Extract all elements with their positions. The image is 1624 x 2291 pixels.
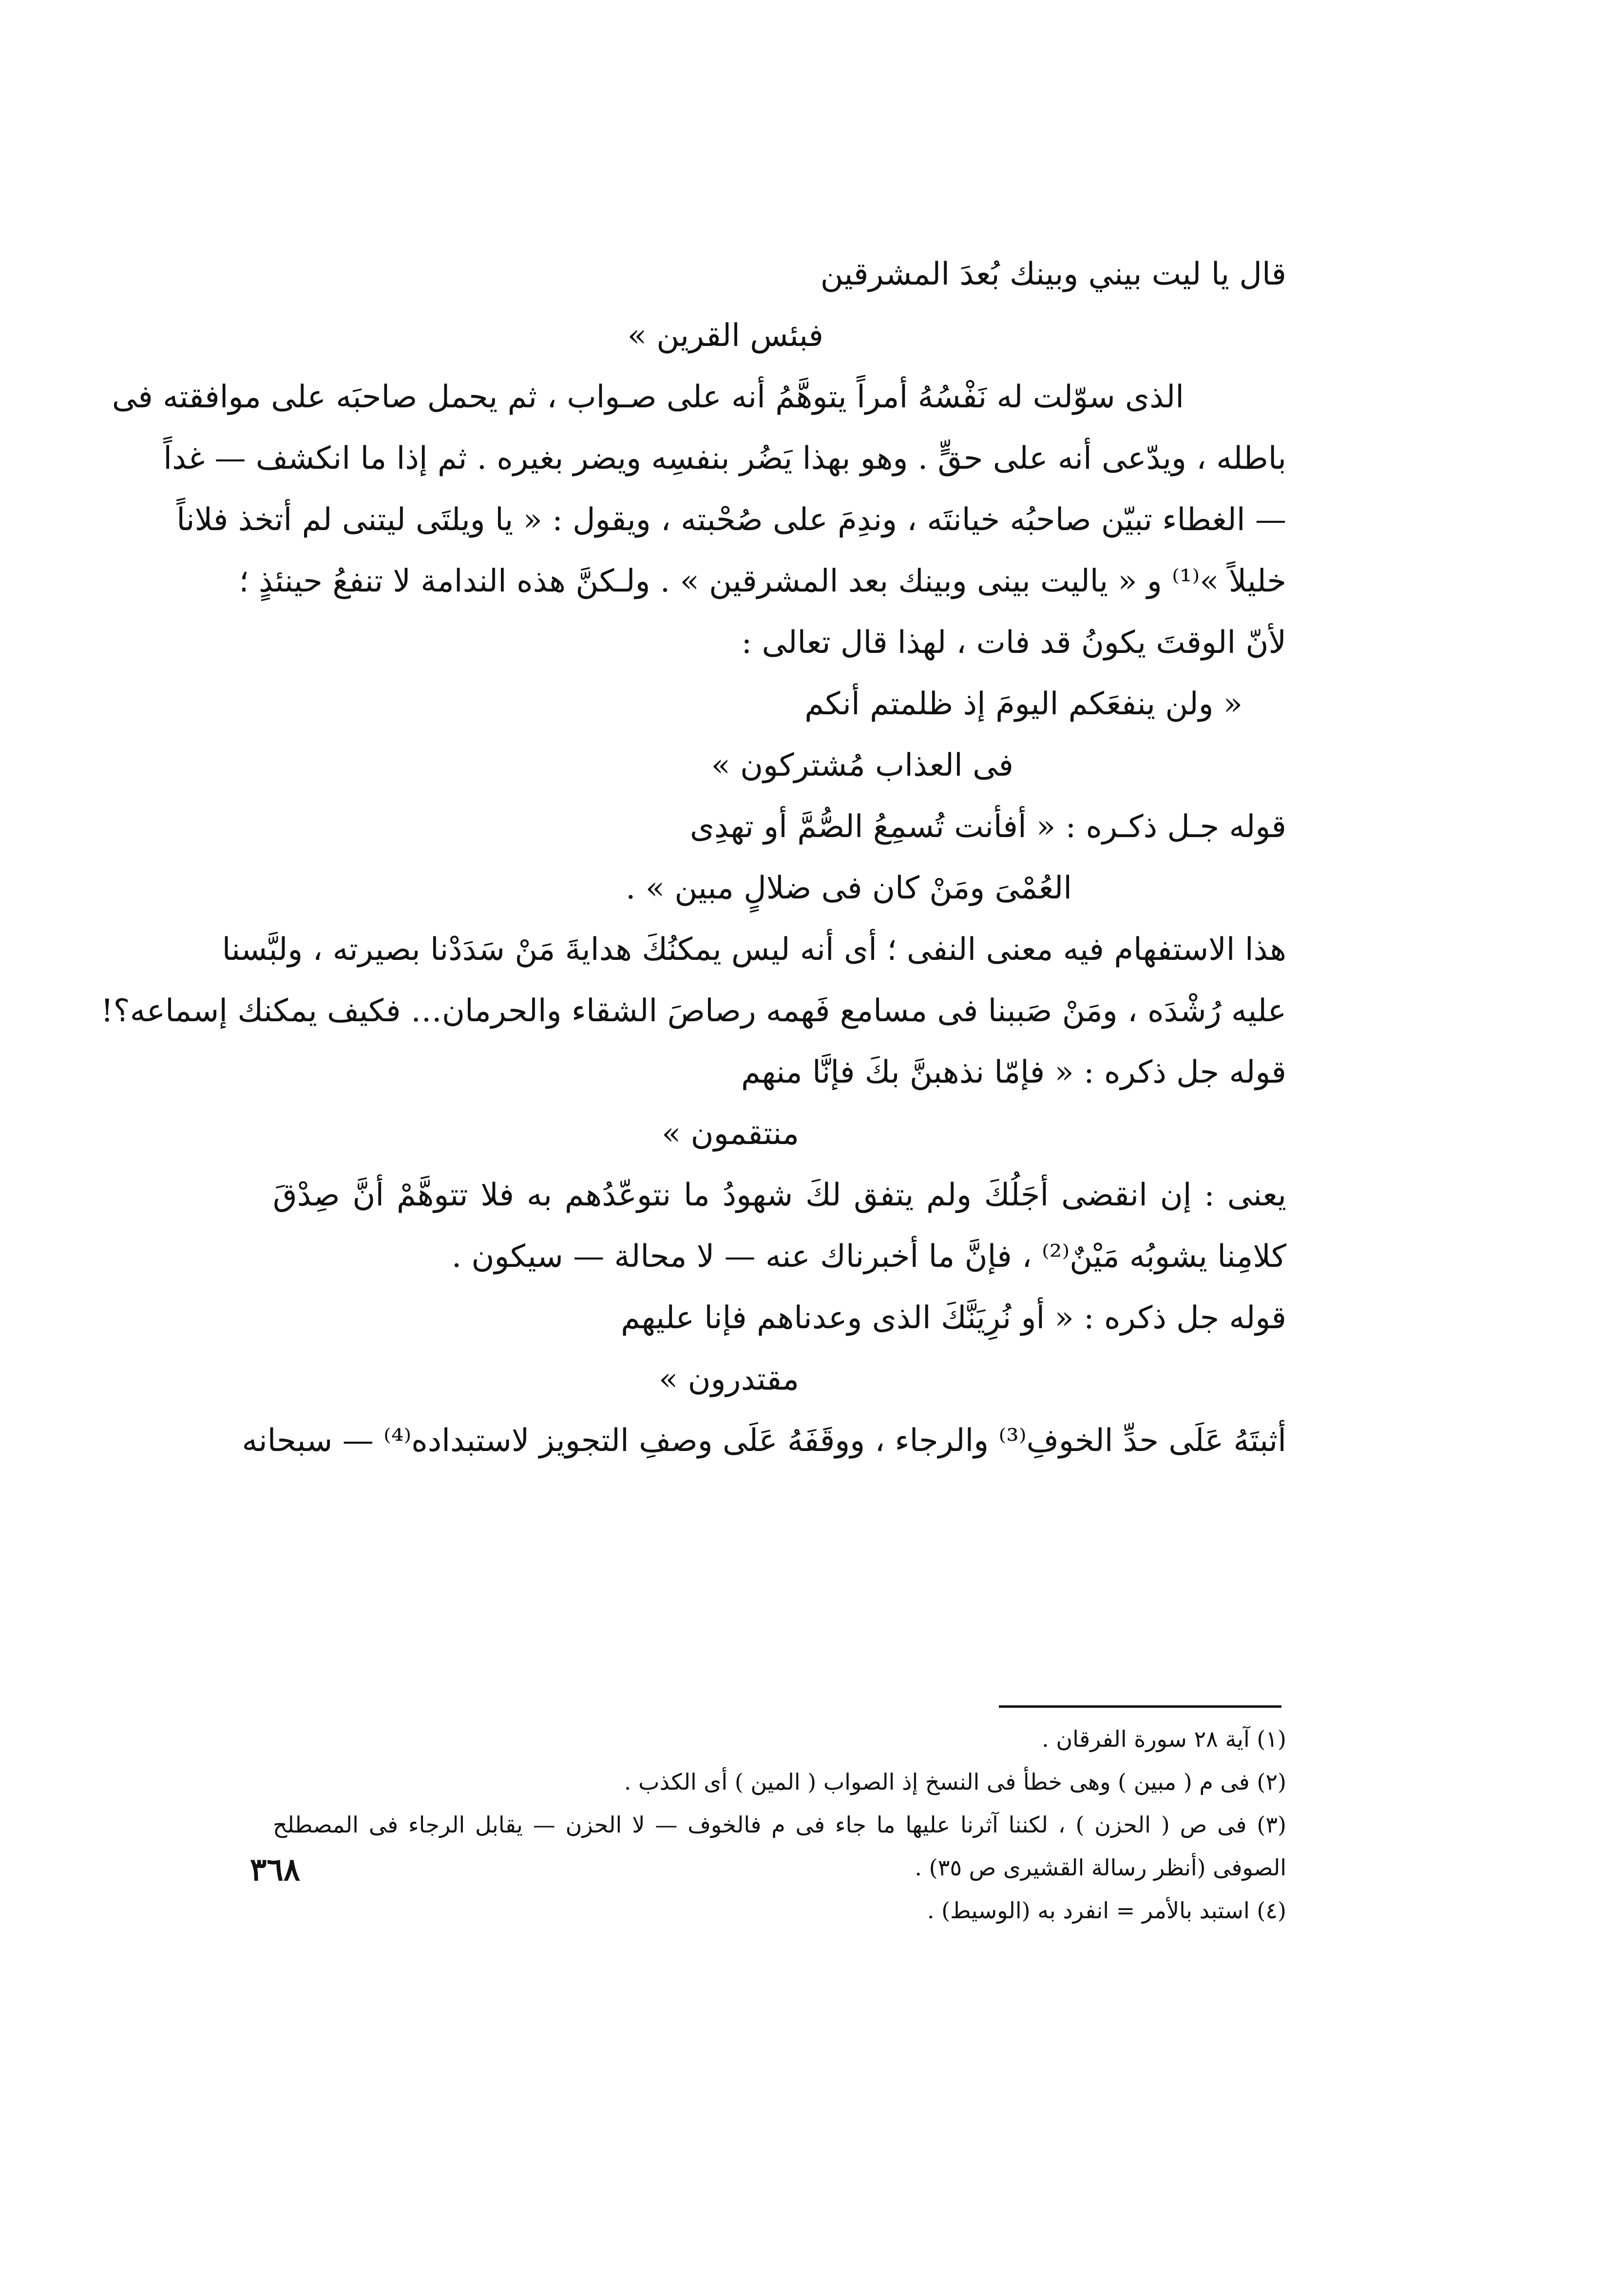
text-line: أثبتَهُ عَلَى حدِّ الخوفِ⁽³⁾ والرجاء ، ووقَفَهُ عَلَى وصفِ التجويز لاستبداده⁽⁴⁾ — سبحانه [242,1423,1286,1459]
text-line: يعنى : إن انقضى أجَلُكَ ولم يتفق لكَ شهودُ ما نتوعّدُهم به فلا تتوهَّمْ أنَّ صِدْقَ [273,1177,1287,1213]
text-line: منتقمون » [662,1116,799,1152]
footnotes [273,1718,1286,1932]
text-line: العُمْىَ ومَنْ كان فى ضلالٍ مبين » . [626,870,1072,906]
footnote: (٤) استبد بالأمر = انفرد به (الوسيط) . [927,1897,1286,1924]
footnote: (٣) فى ص ( الحزن ) ، لكننا آثرنا عليها ما جاء فى م فالخوف — لا الحزن — يقابل الرجاء فى المصطلح [273,1812,1286,1838]
footnote: (١) آية ٢٨ سورة الفرقان . [1042,1726,1286,1752]
text-line: فبئس القرين » [627,318,823,354]
text-line: « ولن ينفعَكم اليومَ إذ ظلمتم أنكم [804,686,1242,722]
text-line: فى العذاب مُشتركون » [711,747,1013,783]
text-line: كلامِنا يشوبُه مَيْنٌ⁽²⁾ ، فإنَّ ما أخبرناك عنه — لا محالة — سيكون . [451,1239,1286,1275]
text-line: عليه رُشْدَه ، ومَنْ صَببنا فى مسامع فَهمه رصاصَ الشقاء والحرمان… فكيف يمكنك إسماعه؟! [100,993,1286,1029]
main-text [100,244,1287,1471]
footnote-continuation: الصوفى (أنظر رسالة القشيرى ص ٣٥) . [915,1854,1286,1881]
text-line: باطله ، ويدّعى أنه على حقٍّ . وهو بهذا يَضُر بنفسِه ويضر بغيره . ثم إذا ما انكشف — غداً [163,440,1286,477]
text-line: قوله جل ذكره : « فإمّا نذهبنَّ بكَ فإنَّا منهم [741,1054,1286,1090]
page-number: ٣٦٨ [250,1852,301,1888]
text-line: قوله جل ذكره : « أو نُرِيَنَّكَ الذى وعدناهم فإنا عليهم [621,1300,1286,1336]
text-line: قوله جـل ذكـره : « أفأنت تُسمِعُ الصُّمَّ أو تهدِى [689,809,1286,845]
text-line: الذى سوّلت له نَفْسُهُ أمراً يتوهَّمُ أنه على صـواب ، ثم يحمل صاحبَه على موافقته فى [112,379,1184,415]
text-line: مقتدرون » [659,1361,799,1397]
text-line: خليلاً »⁽¹⁾ و « ياليت بينى وبينك بعد المشرقين » . ولـكنَّ هذه الندامة لا تنفعُ حينئذٍ ؛ [239,563,1286,599]
text-line: لأنّ الوقتَ يكونُ قد فات ، لهذا قال تعالى : [741,625,1286,661]
footnote-divider [999,1705,1281,1708]
text-line: هذا الاستفهام فيه معنى النفى ؛ أى أنه ليس يمكنُكَ هدايةَ مَنْ سَدَدْنا بصيرته ، ولبَّسنا [222,932,1286,968]
footnote: (٢) فى م ( مبين ) وهى خطأ فى النسخ إذ الصواب ( المين ) أى الكذب . [624,1769,1286,1795]
text-line: قال يا ليت بيني وبينك بُعدَ المشرقين [820,256,1286,292]
text-line: — الغطاء تبيّن صاحبُه خيانتَه ، وندِمَ على صُحْبته ، ويقول : « يا ويلتَى ليتنى لم أتخذ فلاناً [176,502,1286,538]
